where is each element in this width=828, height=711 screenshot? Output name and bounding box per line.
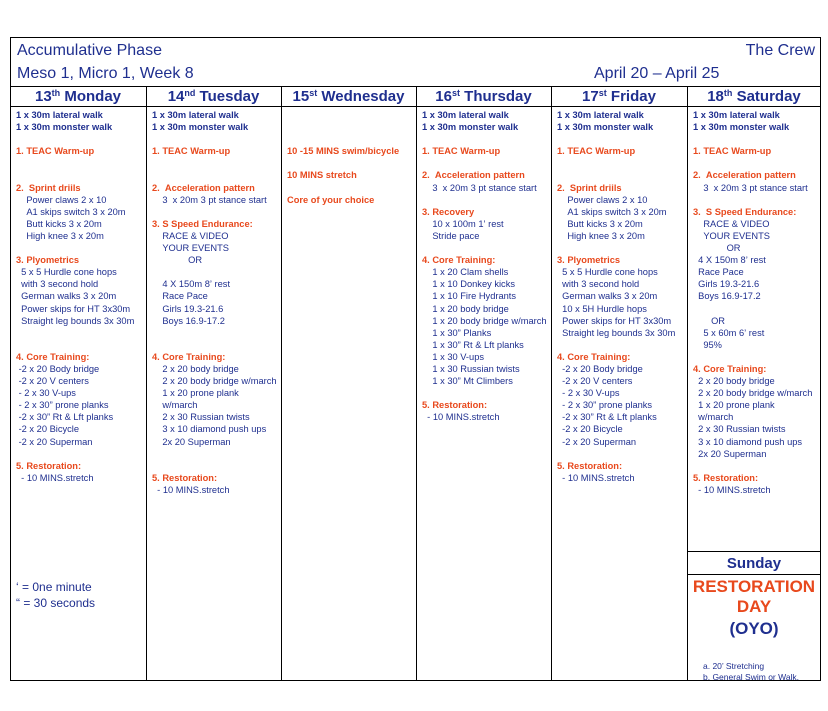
section-heading: 5. Restoration: xyxy=(152,472,218,483)
sunday-title: Sunday xyxy=(726,555,782,572)
exercise-line: 3 x 20m 3 pt stance start xyxy=(693,182,808,193)
exercise-line: with 3 second hold xyxy=(16,279,99,290)
section-heading: 3. Plyometrics xyxy=(16,255,80,266)
spacer xyxy=(422,387,547,399)
column-divider xyxy=(416,86,417,681)
column-divider xyxy=(146,86,147,681)
thursday-workout xyxy=(422,109,547,423)
exercise-line: 5 x 60m 6’ rest xyxy=(693,327,765,338)
exercise-line: -2 x 30” Rt & Lft planks xyxy=(557,412,657,423)
exercise-line: 1 x 10 Fire Hydrants xyxy=(422,291,517,302)
exercise-line: 1 x 30m lateral walk xyxy=(557,110,644,120)
exercise-line: 1 x 30m monster walk xyxy=(422,122,519,133)
section-heading: 5. Restoration: xyxy=(16,460,82,471)
exercise-line: Straight leg bounds 3x 30m xyxy=(557,327,676,338)
spacer xyxy=(16,133,134,145)
exercise-line: High knee 3 x 20m xyxy=(16,230,104,241)
exercise-line: 1 x 30m lateral walk xyxy=(422,110,509,120)
spacer xyxy=(16,242,134,254)
spacer xyxy=(152,169,277,181)
exercise-line: 1 x 30m monster walk xyxy=(16,122,113,133)
spacer xyxy=(693,133,812,145)
exercise-line: Stride pace xyxy=(422,230,480,241)
exercise-line: - 2 x 30” prone planks xyxy=(557,400,653,411)
phase-title: Accumulative Phase xyxy=(17,42,162,59)
spacer xyxy=(152,157,277,169)
exercise-line: - 10 MINS.stretch xyxy=(16,472,94,483)
saturday-workout xyxy=(693,109,812,496)
section-heading: 1. TEAC Warm-up xyxy=(693,146,772,157)
exercise-line: 1 x 30 Russian twists xyxy=(422,363,520,374)
section-heading: 5. Restoration: xyxy=(557,460,623,471)
exercise-line: 1 x 30m lateral walk xyxy=(152,110,239,120)
spacer xyxy=(16,169,134,181)
day-header-saturday: 18th Saturday xyxy=(707,88,801,105)
sunday-note-stretching: a. 20’ Stretching xyxy=(703,661,765,671)
exercise-line: 1 x 30m monster walk xyxy=(557,122,654,133)
wednesday-workout xyxy=(287,109,399,206)
monday-workout xyxy=(16,109,134,484)
section-heading: 4. Core Training: xyxy=(152,351,226,362)
spacer xyxy=(557,133,675,145)
exercise-line: - 10 MINS.stretch xyxy=(152,484,230,495)
day-header-wednesday: 15st Wednesday xyxy=(292,88,405,105)
spacer xyxy=(557,157,675,169)
day-header-monday: 13th Monday xyxy=(34,88,122,105)
day-header-tuesday: 14nd Tuesday xyxy=(167,88,260,105)
exercise-line: 2 x 20 body bridge xyxy=(693,376,775,387)
exercise-line: Power skips for HT 3x30m xyxy=(557,315,672,326)
section-heading: 3. Plyometrics xyxy=(557,255,621,266)
exercise-line: 5 x 5 Hurdle cone hops xyxy=(16,267,117,278)
exercise-line: 1 x 30” Rt & Lft planks xyxy=(422,339,524,350)
exercise-line: RACE & VIDEO xyxy=(152,230,229,241)
spacer xyxy=(16,339,134,351)
section-heading: 5. Restoration: xyxy=(422,400,488,411)
spacer xyxy=(152,133,277,145)
spacer xyxy=(16,157,134,169)
sunday-top-border xyxy=(687,551,821,552)
spacer xyxy=(152,460,277,472)
section-heading: 1. TEAC Warm-up xyxy=(16,146,95,157)
exercise-line: - 10 MINS.stretch xyxy=(422,412,500,423)
exercise-line: YOUR EVENTS xyxy=(152,243,229,254)
exercise-line: 1 x 20 prone plank xyxy=(693,400,775,411)
spacer xyxy=(557,242,675,254)
exercise-line: 3 x 10 diamond push ups xyxy=(152,424,267,435)
exercise-line: Girls 19.3-21.6 xyxy=(693,279,760,290)
exercise-line: Boys 16.9-17.2 xyxy=(152,315,225,326)
section-heading: 4. Core Training: xyxy=(16,351,90,362)
exercise-line: 1 x 30” Mt Climbers xyxy=(422,376,513,387)
day-header-thursday: 16st Thursday xyxy=(435,88,532,105)
spacer xyxy=(287,182,399,194)
exercise-line: A1 skips switch 3 x 20m xyxy=(557,206,667,217)
exercise-line: -2 x 20 Superman xyxy=(557,436,637,447)
exercise-line: Boys 16.9-17.2 xyxy=(693,291,761,302)
spacer xyxy=(422,157,547,169)
exercise-line: w/march xyxy=(693,412,734,423)
exercise-line: 2 x 30 Russian twists xyxy=(693,424,786,435)
exercise-line: 3 x 20m 3 pt stance start xyxy=(152,194,267,205)
exercise-line: 2 x 20 body bridge xyxy=(152,363,239,374)
section-heading: 5. Restoration: xyxy=(693,472,759,483)
exercise-line: -2 x 20 Bicycle xyxy=(16,424,80,435)
exercise-line: Butt kicks 3 x 20m xyxy=(557,218,643,229)
spacer xyxy=(152,266,277,278)
exercise-line: 1 x 20 prone plank xyxy=(152,388,239,399)
oyo-label: (OYO) xyxy=(729,619,779,638)
exercise-line: - 10 MINS.stretch xyxy=(557,472,635,483)
spacer xyxy=(287,157,399,169)
exercise-line: 2 x 20 body bridge w/march xyxy=(693,388,813,399)
exercise-line: 2 x 30 Russian twists xyxy=(152,412,250,423)
exercise-line: -2 x 20 Bicycle xyxy=(557,424,623,435)
day-label: DAY xyxy=(736,597,772,616)
section-heading: 1. TEAC Warm-up xyxy=(557,146,636,157)
exercise-line: 1 x 30m lateral walk xyxy=(16,110,103,120)
exercise-line: 1 x 20 body bridge w/march xyxy=(422,315,547,326)
spacer xyxy=(152,448,277,460)
section-heading: 2. Acceleration pattern xyxy=(693,170,796,181)
spacer xyxy=(557,339,675,351)
spacer xyxy=(422,242,547,254)
spacer xyxy=(287,133,399,145)
spacer xyxy=(422,133,547,145)
exercise-line: 4 X 150m 8’ rest xyxy=(693,255,766,266)
exercise-line: Race Pace xyxy=(693,267,744,278)
spacer xyxy=(287,109,399,121)
exercise-line: 1 x 20 body bridge xyxy=(422,303,509,314)
exercise-line: 1 x 20 Clam shells xyxy=(422,267,509,278)
section-heading: 4. Core Training: xyxy=(422,255,496,266)
exercise-line: w/march xyxy=(152,400,198,411)
exercise-line: Race Pace xyxy=(152,291,208,302)
section-heading: 3. S Speed Endurance: xyxy=(693,206,797,217)
exercise-line: 5 x 5 Hurdle cone hops xyxy=(557,267,658,278)
exercise-line: - 2 x 30 V-ups xyxy=(16,388,76,399)
exercise-line: 2x 20 Superman xyxy=(693,448,767,459)
exercise-line: Butt kicks 3 x 20m xyxy=(16,218,102,229)
exercise-line: 1 x 10 Donkey kicks xyxy=(422,279,516,290)
exercise-line: 3 x 20m 3 pt stance start xyxy=(422,182,537,193)
exercise-line: 1 x 30” Planks xyxy=(422,327,492,338)
exercise-line: 3 x 10 diamond push ups xyxy=(693,436,803,447)
section-heading: 2. Sprint driils xyxy=(16,182,81,193)
meso-title: Meso 1, Micro 1, Week 8 xyxy=(17,65,194,82)
section-heading: 2. Acceleration pattern xyxy=(152,182,255,193)
spacer xyxy=(693,194,812,206)
sunday-note-swim: b. General Swim or Walk. xyxy=(703,672,800,682)
exercise-line: Power claws 2 x 10 xyxy=(557,194,648,205)
section-heading: 2. Sprint driils xyxy=(557,182,622,193)
exercise-line: OR xyxy=(152,255,203,266)
spacer xyxy=(557,169,675,181)
exercise-line: -2 x 20 Body bridge xyxy=(557,363,643,374)
spacer xyxy=(693,157,812,169)
spacer xyxy=(557,448,675,460)
section-heading: 10 -15 MINS swim/bicycle xyxy=(287,146,400,157)
spacer xyxy=(422,194,547,206)
exercise-line: YOUR EVENTS xyxy=(693,230,770,241)
exercise-line: RACE & VIDEO xyxy=(693,218,770,229)
exercise-line: 1 x 30m monster walk xyxy=(152,122,249,133)
exercise-line: German walks 3 x 20m xyxy=(557,291,658,302)
exercise-line: 95% xyxy=(693,339,722,350)
exercise-line: OR xyxy=(693,315,726,326)
date-range: April 20 – April 25 xyxy=(594,65,720,82)
spacer xyxy=(693,351,812,363)
exercise-line: German walks 3 x 20m xyxy=(16,291,117,302)
exercise-line: 10 x 5H Hurdle hops xyxy=(557,303,647,314)
column-divider xyxy=(551,86,552,681)
spacer xyxy=(152,339,277,351)
exercise-line: Power skips for HT 3x30m xyxy=(16,303,131,314)
spacer xyxy=(152,327,277,339)
spacer xyxy=(693,303,812,315)
exercise-line: 1 x 30 V-ups xyxy=(422,351,485,362)
legend-seconds: “ = 30 seconds xyxy=(16,596,96,610)
exercise-line: Straight leg bounds 3x 30m xyxy=(16,315,135,326)
section-heading: 2. Acceleration pattern xyxy=(422,170,525,181)
exercise-line: - 2 x 30 V-ups xyxy=(557,388,620,399)
exercise-line: - 10 MINS.stretch xyxy=(693,484,771,495)
spacer xyxy=(16,327,134,339)
section-heading: 4. Core Training: xyxy=(557,351,631,362)
section-heading: 3. Recovery xyxy=(422,206,475,217)
day-header-friday: 17st Friday xyxy=(582,88,656,105)
spacer xyxy=(287,121,399,133)
exercise-line: Power claws 2 x 10 xyxy=(16,194,107,205)
exercise-line: -2 x 20 Superman xyxy=(16,436,93,447)
section-heading: 1. TEAC Warm-up xyxy=(152,146,231,157)
exercise-line: High knee 3 x 20m xyxy=(557,230,645,241)
team-name: The Crew xyxy=(745,42,815,59)
exercise-line: with 3 second hold xyxy=(557,279,640,290)
exercise-line: 2 x 20 body bridge w/march xyxy=(152,376,277,387)
exercise-line: OR xyxy=(693,243,741,254)
exercise-line: -2 x 30” Rt & Lft planks xyxy=(16,412,114,423)
spacer xyxy=(16,448,134,460)
section-heading: 4. Core Training: xyxy=(693,363,767,374)
exercise-line: -2 x 20 V centers xyxy=(557,376,633,387)
exercise-line: 4 X 150m 8’ rest xyxy=(152,279,231,290)
legend xyxy=(16,579,95,611)
section-heading: 3. S Speed Endurance: xyxy=(152,218,253,229)
exercise-line: 1 x 30m monster walk xyxy=(693,122,790,133)
exercise-line: 1 x 30m lateral walk xyxy=(693,110,780,120)
spacer xyxy=(693,460,812,472)
legend-minute: ‘ = 0ne minute xyxy=(16,580,92,594)
section-heading: 1. TEAC Warm-up xyxy=(422,146,501,157)
exercise-line: 2x 20 Superman xyxy=(152,436,231,447)
friday-workout xyxy=(557,109,675,484)
exercise-line: A1 skips switch 3 x 20m xyxy=(16,206,126,217)
spacer xyxy=(152,206,277,218)
exercise-line: Girls 19.3-21.6 xyxy=(152,303,224,314)
exercise-line: -2 x 20 V centers xyxy=(16,376,89,387)
sunday-block xyxy=(687,554,821,683)
restoration-label: RESTORATION xyxy=(692,577,816,596)
exercise-line: -2 x 20 Body bridge xyxy=(16,363,100,374)
tuesday-workout xyxy=(152,109,277,496)
exercise-line: 10 x 100m 1’ rest xyxy=(422,218,504,229)
exercise-line: - 2 x 30” prone planks xyxy=(16,400,109,411)
column-divider xyxy=(281,86,282,681)
section-heading: 10 MINS stretch xyxy=(287,170,357,181)
section-heading: Core of your choice xyxy=(287,194,375,205)
